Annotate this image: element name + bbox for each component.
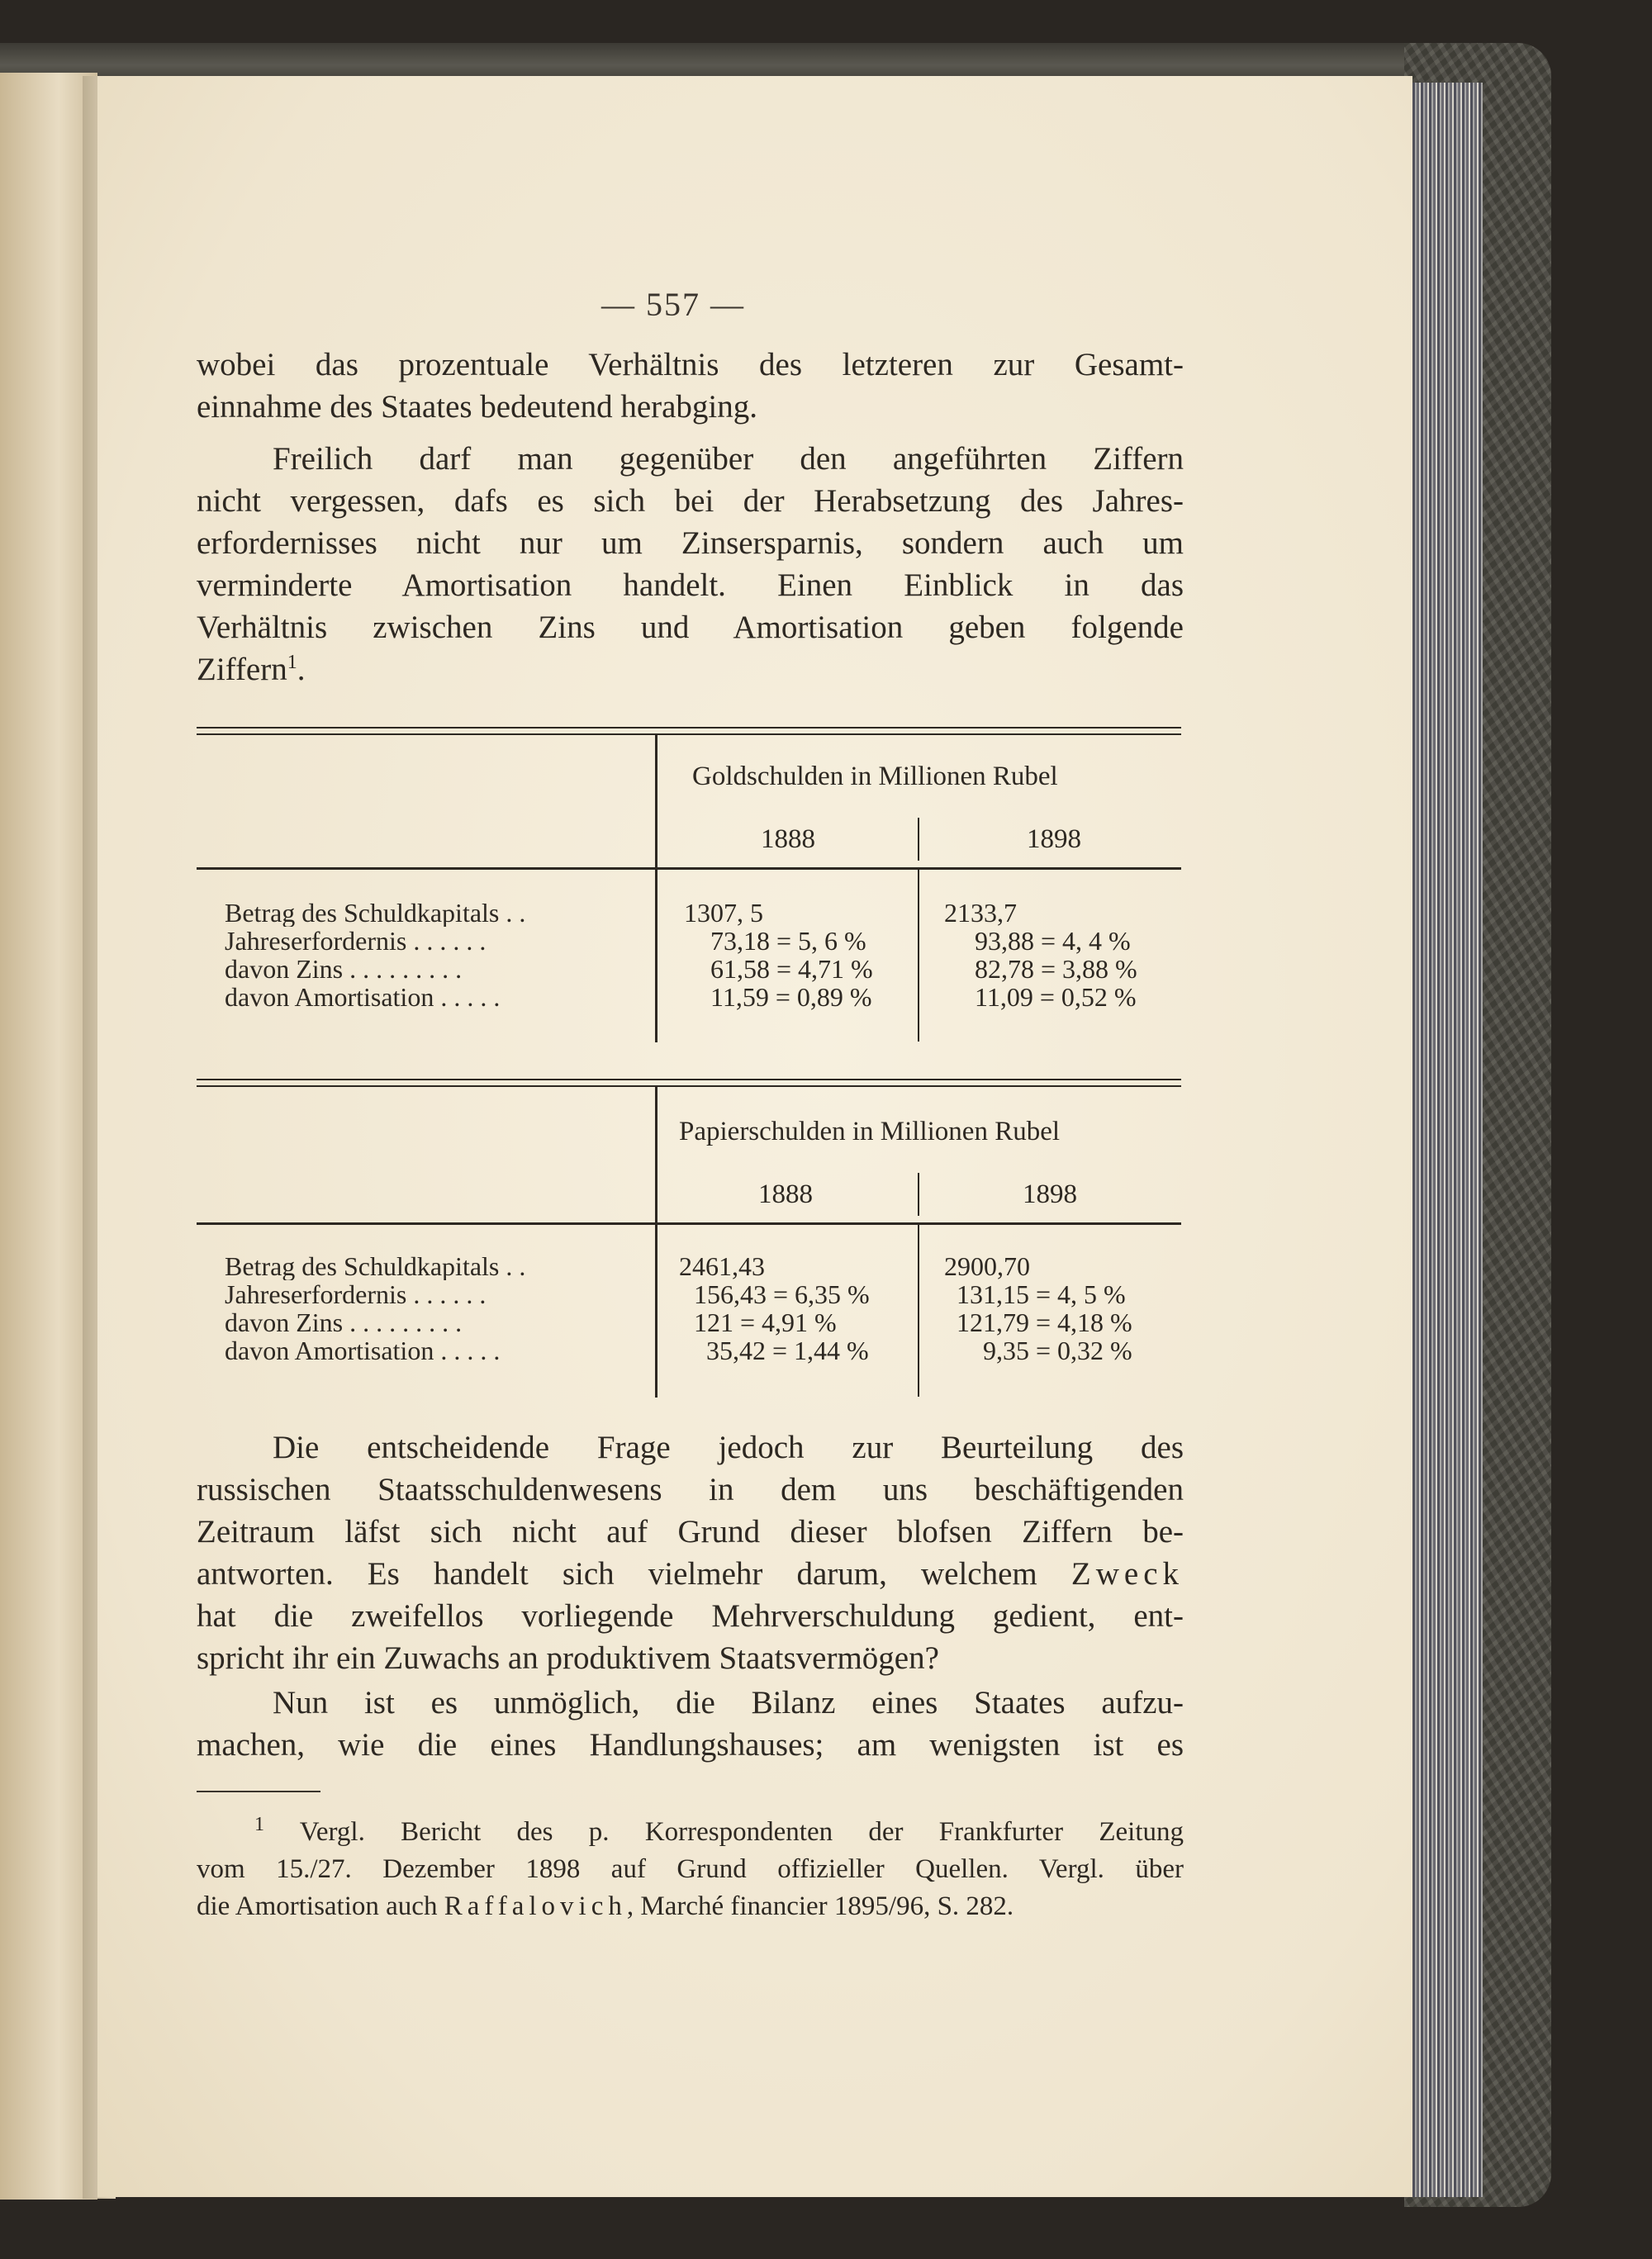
text-line: russischen Staatsschuldenwesens in dem uns beschäftigenden: [197, 1472, 1184, 1507]
cell-1888: 73,18 = 5, 6 %: [710, 926, 866, 956]
cell-1888: 2461,43: [679, 1251, 765, 1281]
text-line: Nun ist es unmöglich, die Bilanz eines Staates aufzu-: [273, 1685, 1184, 1720]
text-fragment: Ziffern: [197, 652, 287, 687]
cell-1898: 82,78 = 3,88 %: [975, 954, 1137, 984]
text-line: [197, 648, 1184, 691]
cell-1898: 2133,7: [944, 898, 1017, 928]
page-number: — 557 —: [601, 286, 745, 323]
table-caption: Papierschulden in Millionen Rubel: [679, 1117, 1061, 1146]
text-line: einnahme des Staates bedeutend herabging.: [197, 389, 758, 425]
year-divider: [918, 1173, 919, 1216]
year-header-1888: 1888: [761, 824, 815, 854]
cell-1898: 121,79 = 4,18 %: [957, 1307, 1132, 1337]
table-top-rule: [197, 1085, 1181, 1087]
text-line: spricht ihr ein Zuwachs an produktivem Staatsvermögen?: [197, 1640, 939, 1676]
intro-paragraph: [197, 344, 1184, 428]
text-line: Die entscheidende Frage jedoch zur Beurteilung des: [273, 1430, 1184, 1465]
cell-1898: 131,15 = 4, 5 %: [957, 1279, 1126, 1309]
text-fragment: Vergl. Bericht des p. Korrespondenten der Frankfurter Zeitung: [299, 1817, 1184, 1847]
text-line: machen, wie die eines Handlungshauses; am wenigsten ist es: [197, 1727, 1184, 1763]
emphasized-name: Raffalovich: [444, 1891, 627, 1921]
year-header-1898: 1898: [1023, 1179, 1077, 1209]
year-divider: [918, 818, 919, 861]
row-label: davon Amortisation . . . . .: [225, 1336, 501, 1364]
cell-1888: 1307, 5: [684, 898, 763, 928]
emphasized-word: Zweck: [1070, 1556, 1184, 1592]
text-line: nicht vergessen, dafs es sich bei der Herabsetzung des Jahres-: [197, 483, 1184, 519]
text-fragment: die Amortisation auch: [197, 1891, 438, 1921]
text-line: wobei das prozentuale Verhältnis des letzteren zur Gesamt-: [197, 347, 1184, 382]
text-line: hat die zweifellos vorliegende Mehrverschuldung gedient, ent-: [197, 1598, 1184, 1634]
row-label: davon Zins . . . . . . . . .: [225, 1308, 463, 1336]
cell-1898: 93,88 = 4, 4 %: [975, 926, 1131, 956]
table-caption: Goldschulden in Millionen Rubel: [692, 762, 1058, 791]
cell-1888: 11,59 = 0,89 %: [710, 982, 872, 1012]
text-line: Freilich darf man gegenüber den angeführten Ziffern: [273, 441, 1184, 477]
table-top-rule: [197, 727, 1181, 728]
page-edges: [1404, 83, 1483, 2197]
cell-1888: 35,42 = 1,44 %: [706, 1336, 869, 1365]
table-top-rule: [197, 1079, 1181, 1080]
table-column-divider: [655, 1087, 657, 1398]
footnote-marker: 1: [254, 1814, 264, 1835]
cell-1888: 121 = 4,91 %: [694, 1307, 837, 1337]
cell-1888: 61,58 = 4,71 %: [710, 954, 873, 984]
third-paragraph: [197, 1426, 1184, 1679]
footnote: [197, 1814, 1184, 1925]
second-paragraph: [197, 438, 1184, 691]
row-label: Betrag des Schuldkapitals . .: [225, 899, 526, 927]
year-header-1888: 1888: [758, 1179, 813, 1209]
row-label: davon Zins . . . . . . . . .: [225, 955, 463, 983]
cell-1898: 2900,70: [944, 1251, 1030, 1281]
text-line: verminderte Amortisation handelt. Einen Einblick in das: [197, 567, 1184, 603]
footnote-reference: 1: [287, 652, 297, 673]
row-label: Betrag des Schuldkapitals . .: [225, 1252, 526, 1280]
text-line: erfordernisses nicht nur um Zinsersparnis, sondern auch um: [197, 525, 1184, 561]
table-column-divider: [655, 735, 657, 1042]
text-fragment: , Marché financier 1895/96, S. 282.: [626, 1891, 1014, 1921]
text-fragment: .: [297, 652, 306, 687]
row-label: Jahreserfordernis . . . . . .: [225, 1280, 487, 1308]
row-label: Jahreserfordernis . . . . . .: [225, 927, 487, 955]
footnote-line: [197, 1888, 1184, 1925]
text-line: Zeitraum läfst sich nicht auf Grund dieser blofsen Ziffern be-: [197, 1514, 1184, 1550]
cell-1898: 11,09 = 0,52 %: [975, 982, 1137, 1012]
year-divider: [918, 1225, 919, 1397]
fourth-paragraph: [197, 1682, 1184, 1766]
row-label: davon Amortisation . . . . .: [225, 983, 501, 1011]
text-line: Verhältnis zwischen Zins und Amortisation geben folgende: [197, 610, 1184, 645]
cell-1888: 156,43 = 6,35 %: [694, 1279, 870, 1309]
text-fragment: antworten. Es handelt sich vielmehr darum, welchem: [197, 1556, 1037, 1592]
footnote-line: [197, 1814, 1184, 1851]
header-rule: [197, 1222, 1181, 1225]
footnote-line: vom 15./27. Dezember 1898 auf Grund offizieller Quellen. Vergl. über: [197, 1854, 1184, 1884]
table-top-rule: [197, 733, 1181, 735]
year-divider: [918, 870, 919, 1042]
cell-1898: 9,35 = 0,32 %: [983, 1336, 1132, 1365]
year-header-1898: 1898: [1027, 824, 1081, 854]
text-line: [197, 1553, 1184, 1595]
footnote-separator: [197, 1791, 320, 1792]
header-rule: [197, 867, 1181, 870]
